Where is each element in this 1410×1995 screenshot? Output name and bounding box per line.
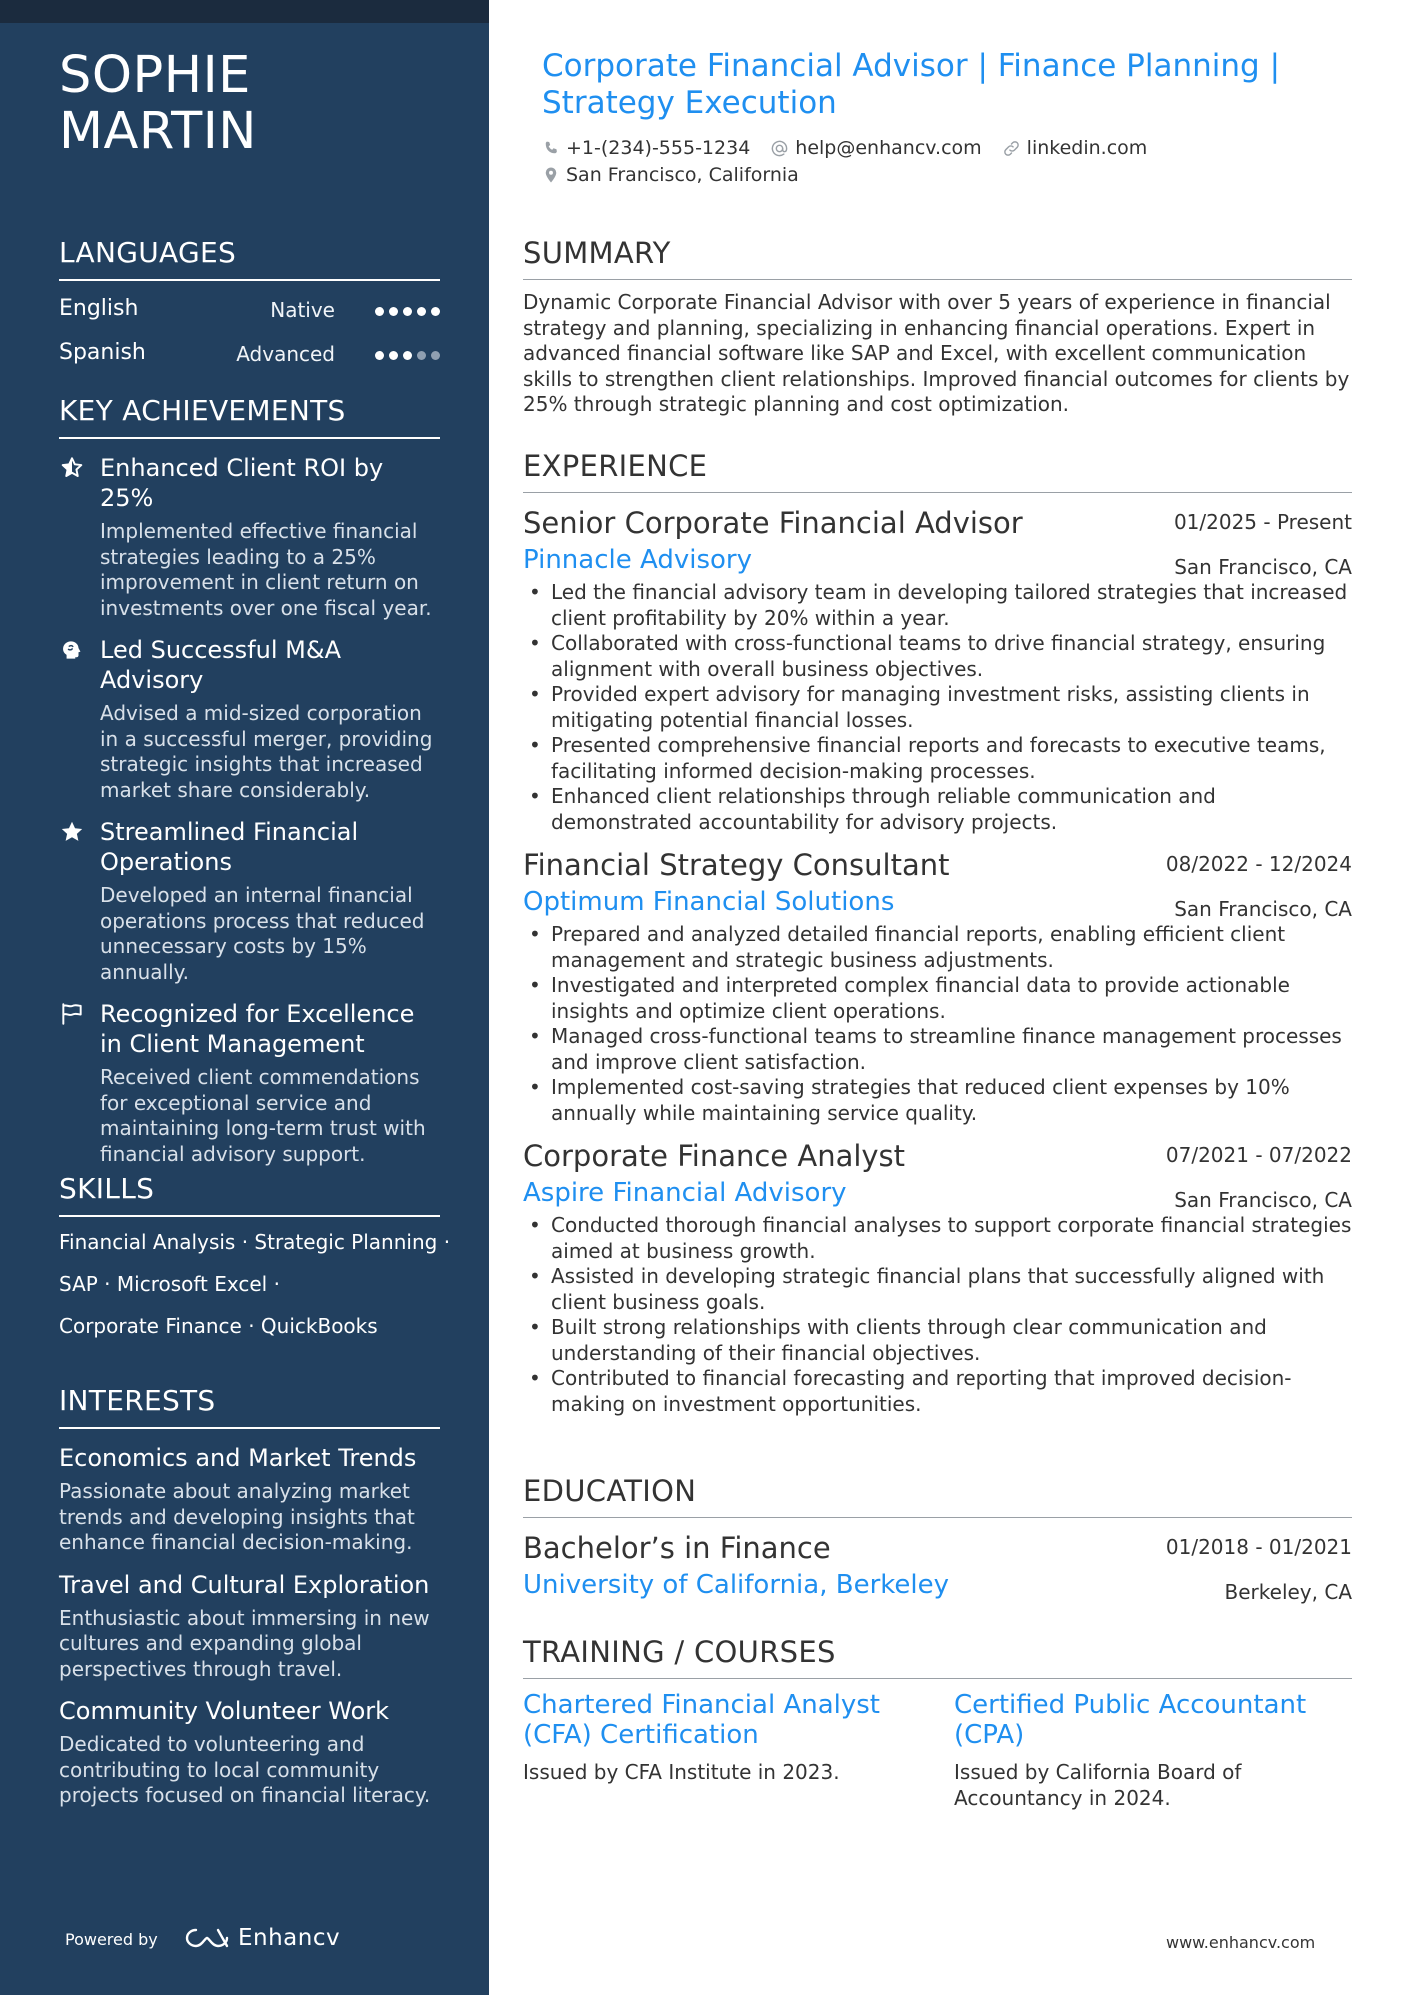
job-entry <box>523 1138 1352 1417</box>
school-name: University of California, Berkeley <box>523 1570 949 1600</box>
proficiency-dot-filled <box>403 351 412 360</box>
phone-icon <box>542 139 560 157</box>
job-bullets <box>523 922 1352 1126</box>
proficiency-dot-filled <box>389 307 398 316</box>
sidebar <box>0 0 489 1995</box>
bullet-item: • Implemented cost-saving strategies that reduced client expenses by 10% annually while maintaining service quality. <box>523 1075 1352 1126</box>
link-icon <box>1002 139 1021 158</box>
achievement-item <box>59 635 440 803</box>
job-location: San Francisco, CA <box>1174 897 1352 921</box>
interest-description: Passionate about analyzing market trends and developing insights that enhance financial decision-making. <box>59 1479 415 1554</box>
job-company: Optimum Financial Solutions <box>523 887 895 917</box>
language-name: Spanish <box>59 340 146 365</box>
achievement-description: Implemented effective financial strategies leading to a 25% improvement in client return on investments over one fiscal year. <box>100 519 432 620</box>
sidebar-top-bar <box>0 0 489 23</box>
proficiency-dot-filled <box>403 307 412 316</box>
job-company: Pinnacle Advisory <box>523 545 752 575</box>
job-date: 08/2022 - 12/2024 <box>1165 852 1352 876</box>
education-location: Berkeley, CA <box>1224 1580 1352 1604</box>
job-title: Financial Strategy Consultant <box>523 848 950 882</box>
skills-line: Corporate Finance · QuickBooks <box>59 1314 378 1338</box>
footer-website-link[interactable]: www.enhancv.com <box>1166 1933 1316 1952</box>
achievement-item <box>59 999 440 1167</box>
bullet-item: • Managed cross-functional teams to streamline finance management processes and improve client satisfaction. <box>523 1024 1352 1075</box>
course-item <box>523 1690 923 1786</box>
language-proficiency-dots <box>375 351 440 360</box>
skills-line: SAP · Microsoft Excel · <box>59 1272 280 1296</box>
interest-title: Travel and Cultural Exploration <box>59 1570 430 1599</box>
bullet-item: • Led the financial advisory team in developing tailored strategies that increased client profitability by 20% within a year. <box>523 580 1352 631</box>
bullet-item: • Enhanced client relationships through reliable communication and demonstrated accountability for advisory projects. <box>523 784 1352 835</box>
job-date: 07/2021 - 07/2022 <box>1165 1143 1352 1167</box>
at-icon <box>770 139 789 158</box>
contact-phone[interactable] <box>542 137 750 159</box>
interest-description: Enthusiastic about immersing in new cultures and expanding global perspectives through travel. <box>59 1605 430 1681</box>
job-bullets <box>523 1213 1352 1417</box>
bullet-item: • Collaborated with cross-functional teams to drive financial strategy, ensuring alignment with overall business objectives. <box>523 631 1352 682</box>
email-text: help@enhancv.com <box>795 137 982 159</box>
proficiency-dot-empty <box>431 351 440 360</box>
phone-text: +1-(234)-555-1234 <box>566 137 751 159</box>
language-level: Native <box>270 298 335 322</box>
summary-heading: SUMMARY <box>523 236 1352 280</box>
language-proficiency-dots <box>375 307 440 316</box>
language-name: English <box>59 296 139 321</box>
summary-section <box>523 236 1352 418</box>
achievement-title: Recognized for Excellence in Client Management <box>100 1000 415 1058</box>
interest-description: Dedicated to volunteering and contributing to local community projects focused on financial literacy. <box>59 1732 431 1807</box>
interest-item <box>59 1570 440 1683</box>
course-title: Chartered Financial Analyst (CFA) Certification <box>523 1690 880 1750</box>
location-pin-icon <box>542 165 560 185</box>
job-entry <box>523 847 1352 1126</box>
course-description: Issued by California Board of Accountancy in 2024. <box>954 1760 1242 1810</box>
education-entry <box>523 1530 1352 1604</box>
course-title: Certified Public Accountant (CPA) <box>954 1690 1307 1750</box>
interest-title: Community Volunteer Work <box>59 1697 390 1725</box>
education-heading: EDUCATION <box>523 1474 1352 1518</box>
name-first: SOPHIE <box>59 46 251 105</box>
contact-row <box>542 164 1342 186</box>
summary-text: Dynamic Corporate Financial Advisor with over 5 years of experience in financial strategy and planning, specializing in enhancing financial operations. Expert in advanced financial software like SAP and Excel, with excellent communication skills to strengthen client relationships. Improved financial outcomes for clients by 25% through strategic planning and cost optimization. <box>523 290 1350 416</box>
achievement-title: Enhanced Client ROI by 25% <box>100 454 384 512</box>
bullet-item: • Contributed to financial forecasting and reporting that improved decision-making on investment opportunities. <box>523 1366 1352 1417</box>
skills-heading: SKILLS <box>59 1172 440 1217</box>
job-company: Aspire Financial Advisory <box>523 1178 847 1208</box>
job-location: San Francisco, CA <box>1174 1188 1352 1212</box>
experience-heading: EXPERIENCE <box>523 449 1352 493</box>
job-title: Corporate Finance Analyst <box>523 1139 906 1173</box>
achievement-title: Led Successful M&A Advisory <box>100 636 341 694</box>
achievement-description: Developed an internal financial operations process that reduced unnecessary costs by 15% annually. <box>100 883 425 984</box>
interest-title: Economics and Market Trends <box>59 1444 417 1472</box>
achievements-section <box>59 394 440 1167</box>
candidate-name <box>59 48 459 160</box>
contact-linkedin[interactable] <box>1002 137 1148 159</box>
job-title: Senior Corporate Financial Advisor <box>523 506 1023 540</box>
proficiency-dot-filled <box>375 307 384 316</box>
course-description: Issued by CFA Institute in 2023. <box>523 1760 840 1784</box>
enhancv-logo-icon <box>184 1926 230 1950</box>
contact-row <box>542 137 1342 159</box>
job-date: 01/2025 - Present <box>1173 510 1352 534</box>
flag-icon <box>59 1001 85 1027</box>
education-section <box>523 1474 1352 1604</box>
proficiency-dot-filled <box>431 307 440 316</box>
interests-section <box>59 1384 440 1809</box>
job-location: San Francisco, CA <box>1174 555 1352 579</box>
bullet-item: • Presented comprehensive financial reports and forecasts to executive teams, facilitating informed decision-making processes. <box>523 733 1352 784</box>
star-outline-icon <box>59 455 85 481</box>
contact-location <box>542 164 799 186</box>
headline: Corporate Financial Advisor | Finance Planning | Strategy Execution <box>542 48 1281 121</box>
skills-line: Financial Analysis · Strategic Planning · <box>59 1230 451 1254</box>
job-entry <box>523 505 1352 835</box>
language-row <box>59 287 440 331</box>
achievement-item <box>59 453 440 621</box>
job-bullets <box>523 580 1352 835</box>
proficiency-dot-filled <box>389 351 398 360</box>
powered-by-label: Powered by <box>65 1930 158 1949</box>
location-text: San Francisco, California <box>566 164 799 186</box>
bullet-item: • Assisted in developing strategic financial plans that successfully aligned with client business goals. <box>523 1264 1352 1315</box>
language-level: Advanced <box>236 342 335 366</box>
proficiency-dot-empty <box>417 351 426 360</box>
achievement-title: Streamlined Financial Operations <box>100 818 359 876</box>
star-icon <box>59 819 85 845</box>
bullet-item: • Provided expert advisory for managing investment risks, assisting clients in mitigating potential financial losses. <box>523 682 1352 733</box>
training-heading: TRAINING / COURSES <box>523 1635 1352 1679</box>
enhancv-logo[interactable] <box>184 1925 340 1951</box>
bullet-item: • Investigated and interpreted complex financial data to provide actionable insights and optimize client operations. <box>523 973 1352 1024</box>
bullet-item: • Prepared and analyzed detailed financial reports, enabling efficient client management and strategic business adjustments. <box>523 922 1352 973</box>
degree-title: Bachelor’s in Finance <box>523 1531 831 1565</box>
linkedin-text: linkedin.com <box>1026 137 1148 159</box>
bullet-item: • Built strong relationships with clients through clear communication and understanding of their financial objectives. <box>523 1315 1352 1366</box>
languages-section <box>59 236 440 375</box>
skills-section <box>59 1172 451 1347</box>
achievements-heading: KEY ACHIEVEMENTS <box>59 394 440 439</box>
name-last: MARTIN <box>59 102 257 161</box>
enhancv-logo-text: Enhancv <box>238 1925 341 1951</box>
achievement-description: Advised a mid-sized corporation in a successful merger, providing strategic insights that increased market share considerably. <box>100 701 433 802</box>
interest-item <box>59 1696 440 1809</box>
brain-icon <box>59 637 85 663</box>
achievement-description: Received client commendations for exceptional service and maintaining long-term trust with financial advisory support. <box>100 1065 426 1166</box>
training-section <box>523 1635 1352 1810</box>
proficiency-dot-filled <box>375 351 384 360</box>
language-row <box>59 331 440 375</box>
education-date: 01/2018 - 01/2021 <box>1165 1535 1352 1559</box>
proficiency-dot-filled <box>417 307 426 316</box>
course-item <box>954 1690 1354 1811</box>
interests-heading: INTERESTS <box>59 1384 440 1429</box>
contact-email[interactable] <box>770 137 981 159</box>
bullet-item: • Conducted thorough financial analyses to support corporate financial strategies aimed at business growth. <box>523 1213 1352 1264</box>
languages-heading: LANGUAGES <box>59 236 440 281</box>
experience-section <box>523 449 1352 1417</box>
interest-item <box>59 1443 440 1556</box>
achievement-item <box>59 817 440 985</box>
